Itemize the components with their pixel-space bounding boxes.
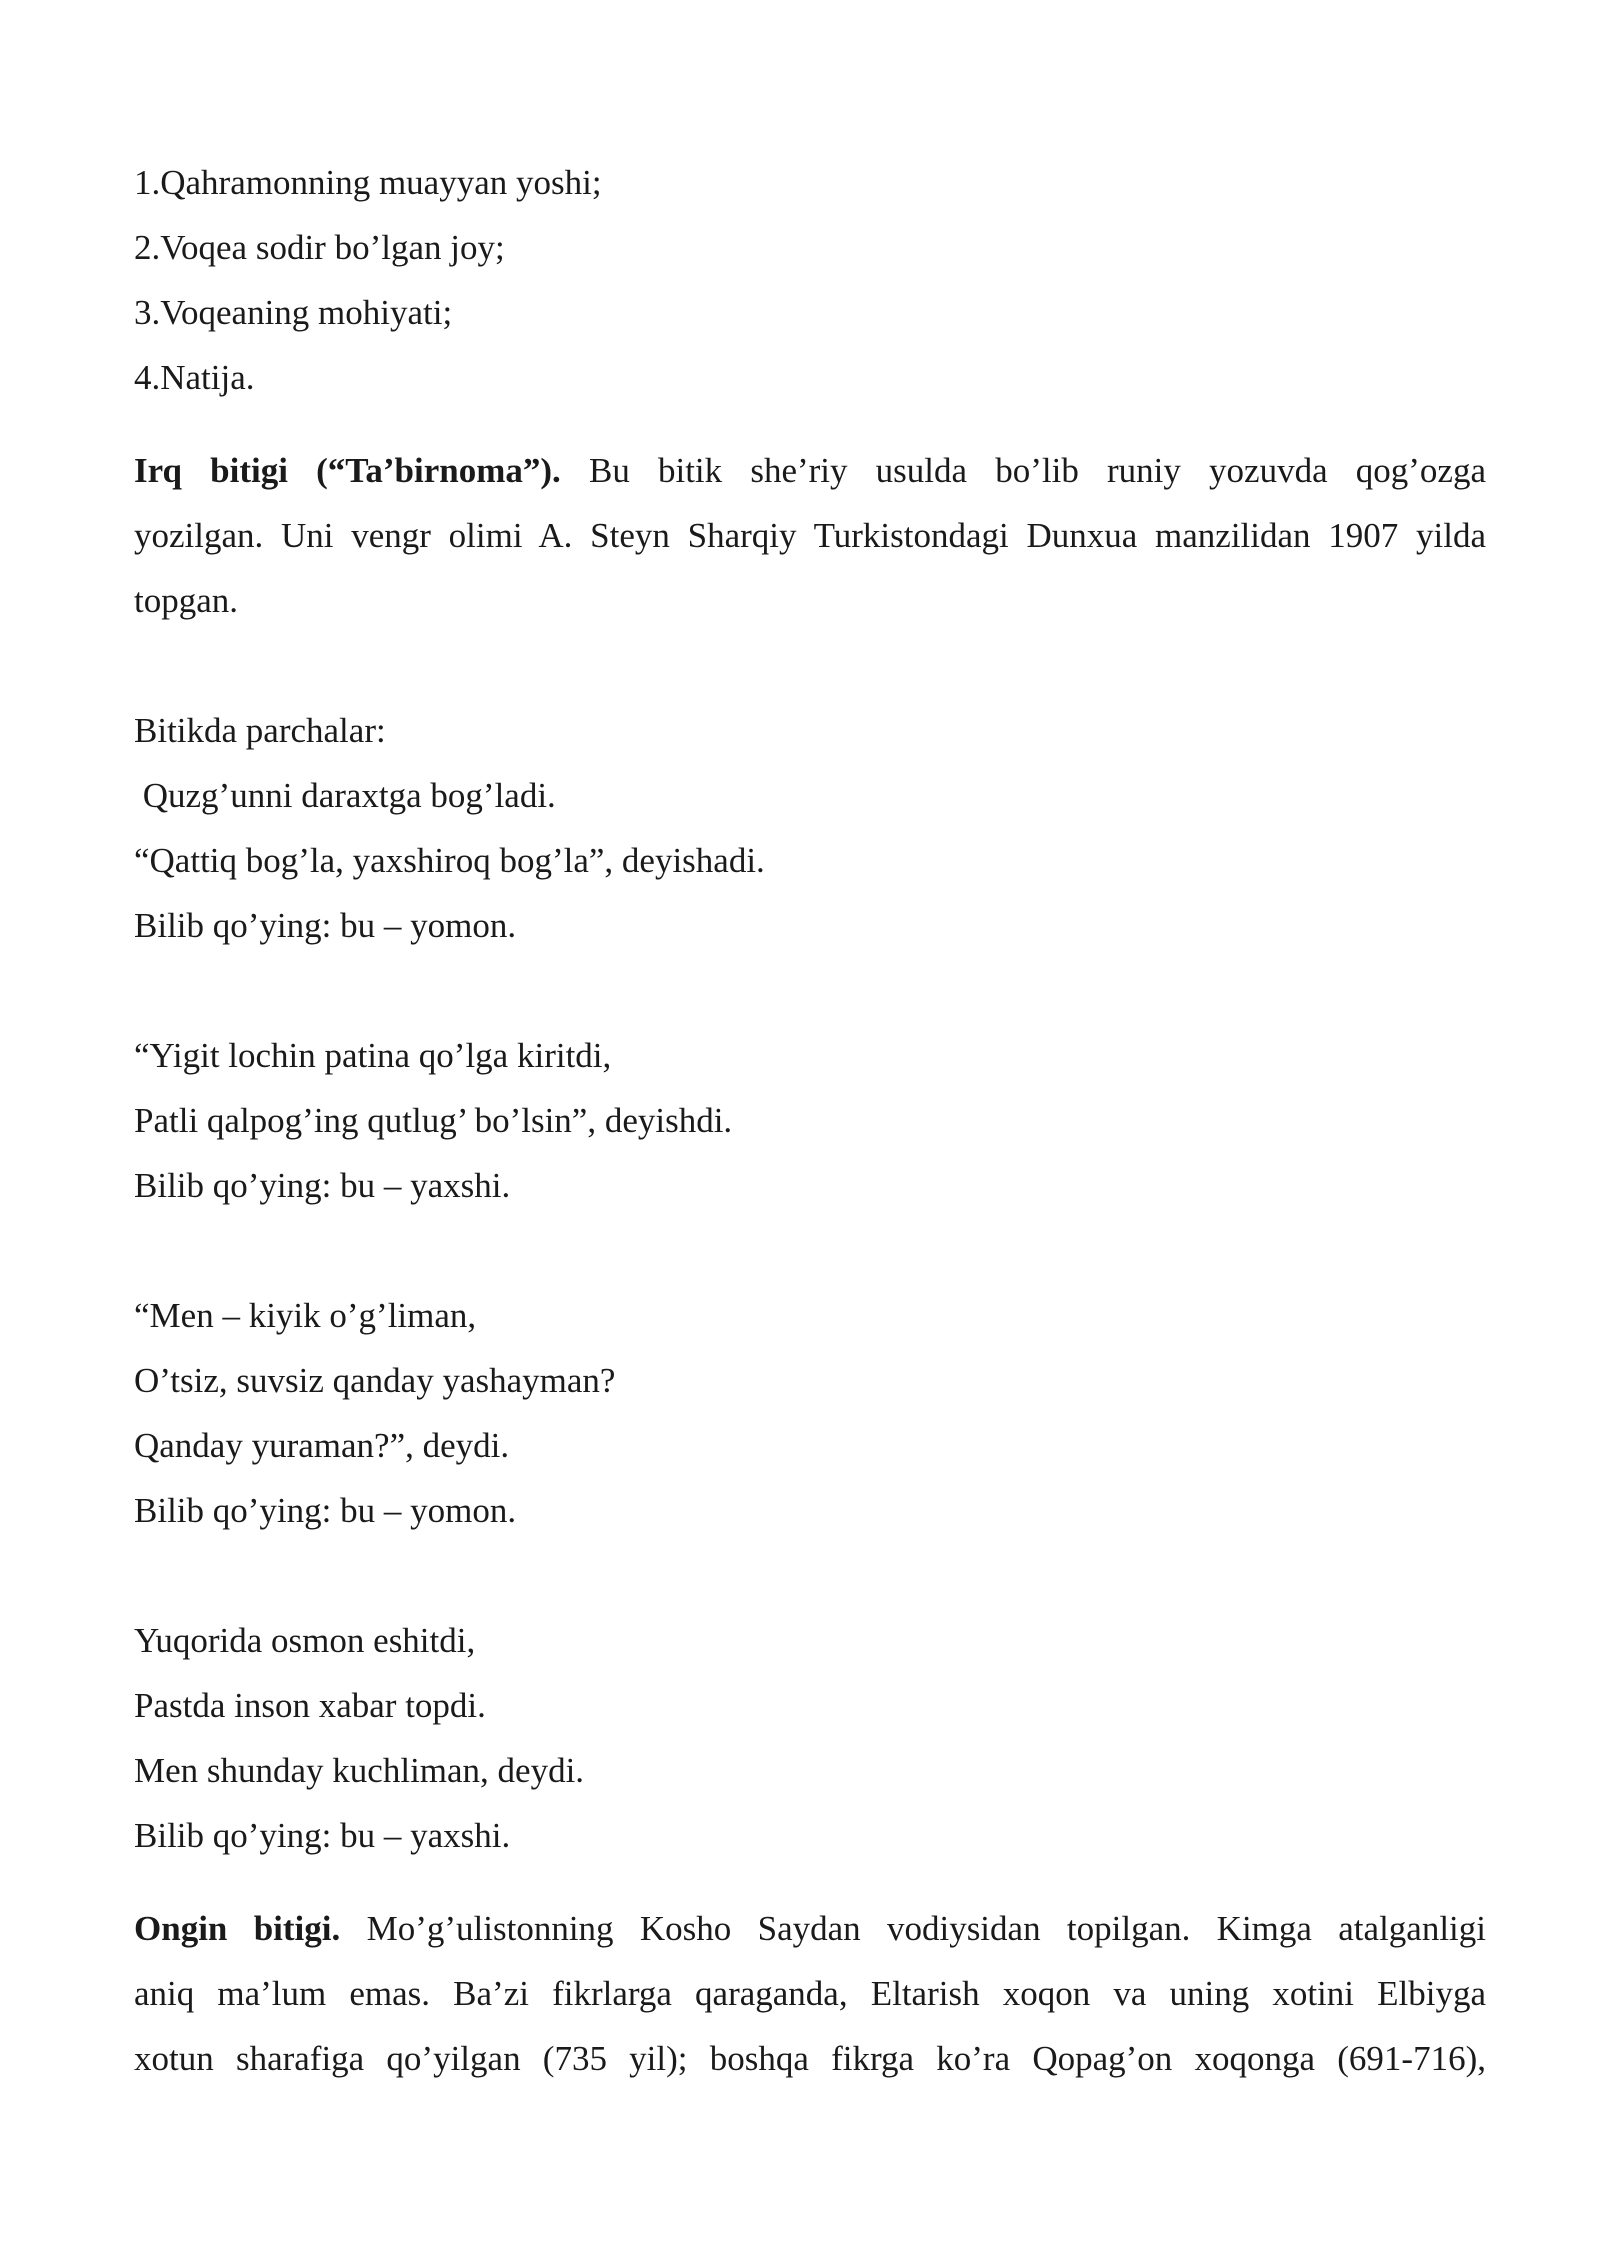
poem-line: “Men – kiyik o’g’liman, [134, 1296, 477, 1335]
paragraph-line [134, 438, 1486, 503]
poem-line: Qanday yuraman?”, deydi. [134, 1426, 510, 1465]
paragraph-line [134, 1896, 1486, 1961]
ongin-bitigi-heading: Ongin bitigi. [134, 1909, 341, 1948]
poem-line: Bilib qo’ying: bu – yomon. [134, 1491, 517, 1530]
irq-bitigi-heading: Irq bitigi (“Ta’birnoma”). [134, 451, 561, 490]
document-page [134, 150, 1486, 2091]
paragraph-text: Bu bitik she’riy usulda bo’lib runiy yozuvda qog’ozga [560, 451, 1486, 490]
poem-stanza [134, 1023, 1486, 1218]
poem-stanza [134, 763, 1486, 958]
numbered-list [134, 150, 1486, 410]
poem-line: Bilib qo’ying: bu – yaxshi. [134, 1166, 511, 1205]
poem-stanza [134, 1608, 1486, 1868]
paragraph-line: yozilgan. Uni vengr olimi A. Steyn Sharqiy Turkistondagi Dunxua manzilidan 1907 yilda [134, 516, 1486, 555]
poem-line: Quzg’unni daraxtga bog’ladi. [134, 776, 556, 815]
poem-line: Patli qalpog’ing qutlug’ bo’lsin”, deyishdi. [134, 1101, 733, 1140]
list-item: 4.Natija. [134, 358, 255, 397]
poem-line: O’tsiz, suvsiz qanday yashayman? [134, 1361, 616, 1400]
list-item: 3.Voqeaning mohiyati; [134, 293, 453, 332]
list-item: 2.Voqea sodir bo’lgan joy; [134, 228, 505, 267]
poem-intro: Bitikda parchalar: [134, 711, 386, 750]
poem-line: “Qattiq bog’la, yaxshiroq bog’la”, deyishadi. [134, 841, 765, 880]
poem-stanza [134, 1283, 1486, 1543]
irq-bitigi-paragraph [134, 438, 1486, 633]
paragraph-line: topgan. [134, 581, 239, 620]
paragraph-text: Mo’g’ulistonning Kosho Saydan vodiysidan topilgan. Kimga atalganligi [340, 1909, 1486, 1948]
paragraph-line: aniq ma’lum emas. Ba’zi fikrlarga qaraganda, Eltarish xoqon va uning xotini Elbiyga [134, 1974, 1486, 2013]
poem-line: Bilib qo’ying: bu – yomon. [134, 906, 517, 945]
poem-line: Pastda inson xabar topdi. [134, 1686, 486, 1725]
paragraph-line: xotun sharafiga qo’yilgan (735 yil); boshqa fikrga ko’ra Qopag’on xoqonga (691-716), [134, 2039, 1486, 2078]
ongin-bitigi-paragraph [134, 1896, 1486, 2091]
poem-line: Bilib qo’ying: bu – yaxshi. [134, 1816, 511, 1855]
poem-line: Men shunday kuchliman, deydi. [134, 1751, 585, 1790]
poem-line: Yuqorida osmon eshitdi, [134, 1621, 476, 1660]
poem-line: “Yigit lochin patina qo’lga kiritdi, [134, 1036, 612, 1075]
list-item: 1.Qahramonning muayyan yoshi; [134, 163, 602, 202]
